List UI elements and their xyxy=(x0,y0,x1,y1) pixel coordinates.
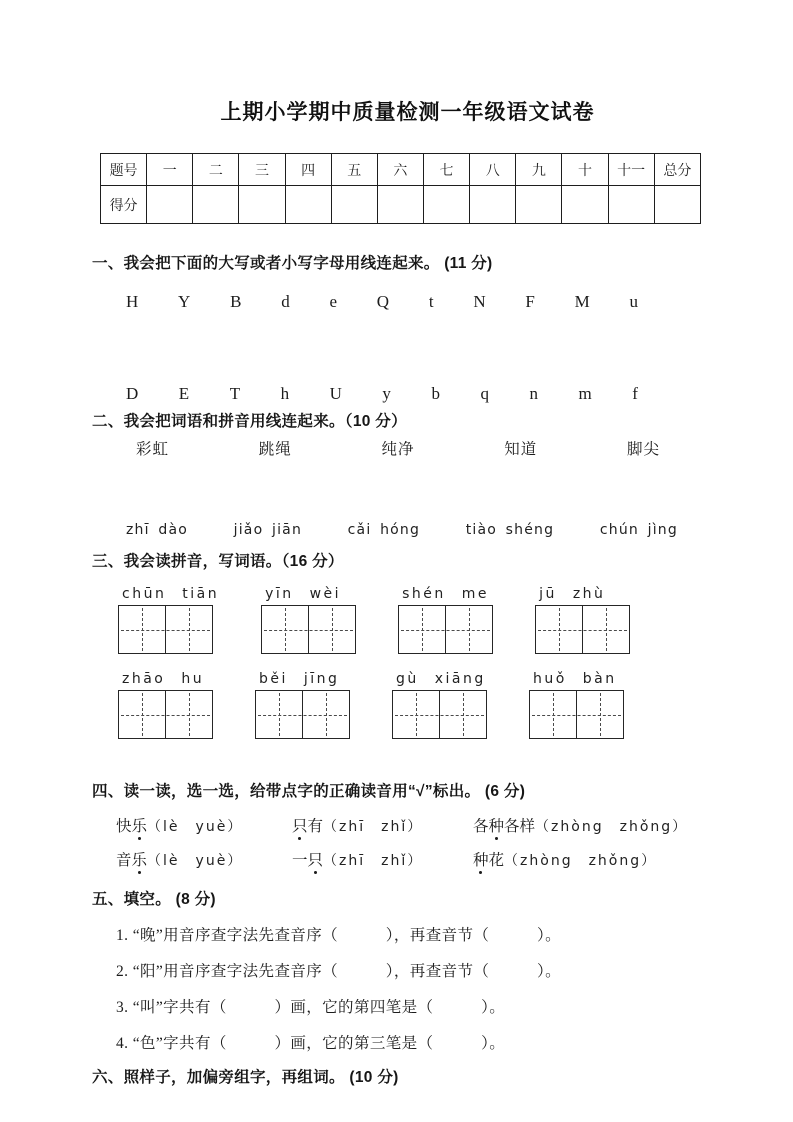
score-cell xyxy=(654,186,700,224)
score-cell xyxy=(423,186,469,224)
section-five-heading: 五、填空。 (8 分) xyxy=(92,891,216,908)
writing-grid xyxy=(118,690,213,739)
letter-item: t xyxy=(428,292,434,311)
pronunciation-item: 种花（zhòng zhǒng） xyxy=(473,852,658,869)
score-table-header-cell: 四 xyxy=(285,154,331,186)
dotted-character: 只 xyxy=(292,818,308,835)
score-cell xyxy=(608,186,654,224)
pinyin-item: cǎi hóng xyxy=(347,522,421,538)
fill-blank-item: 3. “叫”字共有（ ）画，它的第四笔是（ ）。 xyxy=(116,999,506,1016)
score-cell xyxy=(516,186,562,224)
pinyin-label: jū zhù xyxy=(539,586,606,602)
word-item: 知道 xyxy=(504,441,538,458)
grid-cell xyxy=(119,691,165,738)
dotted-character: 种 xyxy=(473,852,489,869)
score-cell xyxy=(377,186,423,224)
letter-item: U xyxy=(329,384,342,403)
grid-cell xyxy=(530,691,576,738)
dotted-character: 只 xyxy=(307,852,324,869)
writing-grid xyxy=(535,605,630,654)
pronunciation-row xyxy=(116,848,723,870)
writing-group xyxy=(118,586,219,654)
grid-cell xyxy=(165,691,212,738)
pinyin-options: （zhòng zhǒng） xyxy=(504,853,658,869)
writing-group xyxy=(398,586,493,654)
letter-item: e xyxy=(329,292,338,311)
writing-group xyxy=(535,586,630,654)
pinyin-item: jiǎo jiān xyxy=(233,522,303,538)
letter-item: T xyxy=(229,384,241,403)
score-table-header-cell: 题号 xyxy=(101,154,147,186)
letter-item: E xyxy=(178,384,190,403)
pinyin-options: （zhī zhǐ） xyxy=(323,819,424,835)
section-one-heading: 一、我会把下面的大写或者小写字母用线连起来。 (11 分) xyxy=(92,255,493,272)
word-item: 跳绳 xyxy=(258,441,292,458)
writing-grids-row-2 xyxy=(118,671,723,739)
pronunciation-item: 快乐（lè yuè） xyxy=(116,818,244,835)
dotted-character: 乐 xyxy=(131,852,148,869)
letter-item: n xyxy=(529,384,538,403)
writing-grid xyxy=(398,605,493,654)
section-four-heading: 四、读一读，选一选，给带点字的正确读音用“√”标出。 (6 分) xyxy=(92,783,526,800)
word-item: 彩虹 xyxy=(136,441,170,458)
grid-cell xyxy=(439,691,486,738)
letter-item: f xyxy=(632,384,638,403)
grid-cell xyxy=(262,606,308,653)
section-two-heading: 二、我会把词语和拼音用线连起来。（10 分） xyxy=(92,413,407,430)
pronunciation-item: 各种各样（zhòng zhǒng） xyxy=(473,818,689,835)
score-table xyxy=(100,153,701,224)
pinyin-item: zhī dào xyxy=(126,522,188,538)
dotted-character: 乐 xyxy=(131,818,148,835)
score-table-header-cell: 三 xyxy=(239,154,285,186)
letter-item: Y xyxy=(178,292,191,311)
pinyin-label: gù xiāng xyxy=(396,671,486,687)
letter-item: u xyxy=(629,292,638,311)
score-cell xyxy=(562,186,608,224)
pinyin-row xyxy=(126,522,678,538)
score-cell xyxy=(470,186,516,224)
letter-item: y xyxy=(382,384,391,403)
pinyin-label: chūn tiān xyxy=(122,586,220,602)
grid-cell xyxy=(308,606,355,653)
word-item: 脚尖 xyxy=(626,441,660,458)
section-six-heading: 六、照样子，加偏旁组字，再组词。 (10 分) xyxy=(92,1069,399,1086)
score-table-header-cell: 五 xyxy=(331,154,377,186)
letter-item: Q xyxy=(376,292,390,311)
fill-blank-item: 4. “色”字共有（ ）画，它的第三笔是（ ）。 xyxy=(116,1035,506,1052)
writing-group xyxy=(118,671,213,739)
grid-cell xyxy=(165,606,212,653)
pinyin-options: （zhòng zhǒng） xyxy=(535,819,689,835)
pinyin-label: zhāo hu xyxy=(122,671,205,687)
score-table-header-cell: 八 xyxy=(470,154,516,186)
fill-blank-item: 1. “晚”用音序查字法先查音序（ ），再查音节（ ）。 xyxy=(116,927,562,944)
score-cell xyxy=(331,186,377,224)
fill-blank-item: 2. “阳”用音序查字法先查音序（ ），再查音节（ ）。 xyxy=(116,963,562,980)
pronunciation-item: 音乐（lè yuè） xyxy=(116,852,244,869)
pinyin-label: huǒ bàn xyxy=(533,671,617,687)
letter-item: h xyxy=(280,384,290,403)
writing-grid xyxy=(118,605,213,654)
letter-item: H xyxy=(126,292,139,311)
letter-item: F xyxy=(525,292,535,311)
grid-cell xyxy=(393,691,439,738)
pinyin-options: （lè yuè） xyxy=(147,819,244,835)
pronunciation-item: 只有（zhī zhǐ） xyxy=(292,818,424,835)
score-table-header-row xyxy=(101,154,701,186)
pinyin-label: yīn wèi xyxy=(265,586,342,602)
grid-cell xyxy=(399,606,445,653)
page-title: 上期小学期中质量检测一年级语文试卷 xyxy=(220,101,595,124)
score-table-header-cell: 一 xyxy=(147,154,193,186)
section-three-heading: 三、我会读拼音，写词语。（16 分） xyxy=(92,553,344,570)
letter-item: B xyxy=(230,292,242,311)
grid-cell xyxy=(576,691,623,738)
writing-grid xyxy=(261,605,356,654)
writing-grids-row-1 xyxy=(118,586,723,654)
score-cell xyxy=(147,186,193,224)
score-cell xyxy=(285,186,331,224)
writing-grid xyxy=(392,690,487,739)
score-table-header-cell: 二 xyxy=(193,154,239,186)
pronunciation-row xyxy=(116,814,723,836)
letter-item: b xyxy=(431,384,440,403)
pinyin-label: shén me xyxy=(402,586,489,602)
score-table-header-cell: 六 xyxy=(377,154,423,186)
writing-grid xyxy=(529,690,624,739)
grid-cell xyxy=(582,606,629,653)
words-row xyxy=(136,437,660,459)
score-table-header-cell: 十 xyxy=(562,154,608,186)
score-cell xyxy=(193,186,239,224)
writing-grid xyxy=(255,690,350,739)
pinyin-item: chún jìng xyxy=(599,522,678,538)
score-table-score-row xyxy=(101,186,701,224)
grid-cell xyxy=(445,606,492,653)
score-table-header-cell: 九 xyxy=(516,154,562,186)
grid-cell xyxy=(119,606,165,653)
writing-group xyxy=(261,586,356,654)
writing-group xyxy=(255,671,350,739)
letters-row-lower xyxy=(126,384,638,404)
letter-item: M xyxy=(574,292,590,311)
letter-item: q xyxy=(480,384,489,403)
grid-cell xyxy=(536,606,582,653)
score-table-header-cell: 总分 xyxy=(654,154,700,186)
pinyin-item: tiào shéng xyxy=(465,522,555,538)
letter-item: m xyxy=(578,384,592,403)
grid-cell xyxy=(256,691,302,738)
score-cell xyxy=(239,186,285,224)
writing-group xyxy=(529,671,624,739)
word-item: 纯净 xyxy=(381,441,415,458)
writing-group xyxy=(392,671,487,739)
letter-item: D xyxy=(126,384,139,403)
pinyin-label: běi jīng xyxy=(259,671,340,687)
score-row-label: 得分 xyxy=(101,186,147,224)
pinyin-options: （zhī zhǐ） xyxy=(323,853,424,869)
letter-item: d xyxy=(281,292,290,311)
letter-item: N xyxy=(473,292,486,311)
letters-row-upper xyxy=(126,292,638,312)
pronunciation-item: 一只（zhī zhǐ） xyxy=(292,852,424,869)
score-table-header-cell: 七 xyxy=(423,154,469,186)
grid-cell xyxy=(302,691,349,738)
dotted-character: 种 xyxy=(488,818,505,835)
pinyin-options: （lè yuè） xyxy=(147,853,244,869)
score-table-header-cell: 十一 xyxy=(608,154,654,186)
